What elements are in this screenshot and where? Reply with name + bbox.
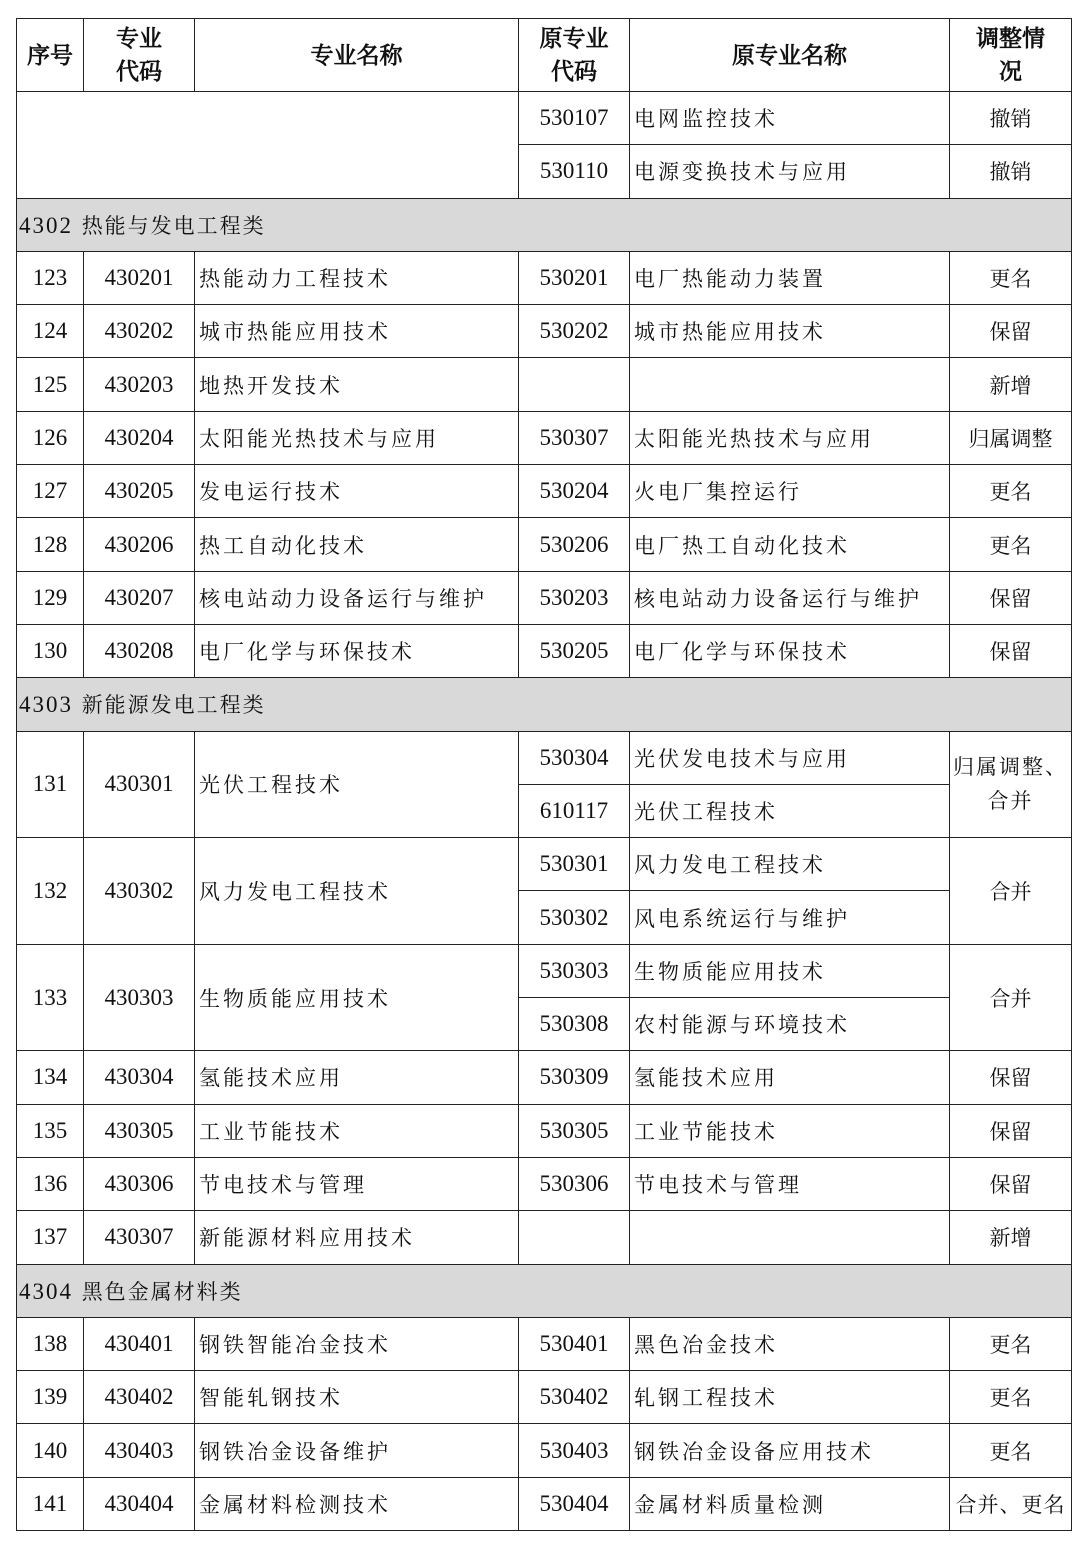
adjust-cell: 更名 <box>950 465 1072 518</box>
adjust-cell: 撤销 <box>950 92 1072 145</box>
orig-code-cell: 610117 <box>519 784 630 837</box>
name-cell: 电厂化学与环保技术 <box>195 624 519 677</box>
table-row <box>17 411 1072 464</box>
category-code: 4303 <box>19 692 73 718</box>
orig-code-cell: 530110 <box>519 145 630 198</box>
table-row <box>17 838 1072 891</box>
name-cell: 热工自动化技术 <box>195 518 519 571</box>
table-row <box>17 571 1072 624</box>
category-code: 4302 <box>19 212 73 238</box>
code-cell: 430304 <box>84 1051 195 1104</box>
orig-name-cell: 氢能技术应用 <box>630 1051 950 1104</box>
name-cell: 钢铁冶金设备维护 <box>195 1424 519 1477</box>
orig-code-cell: 530309 <box>519 1051 630 1104</box>
orig-name-cell <box>630 1211 950 1264</box>
adjust-cell: 归属调整、合并 <box>950 731 1072 838</box>
table-row <box>17 731 1072 784</box>
orig-name-cell: 火电厂集控运行 <box>630 465 950 518</box>
seq-cell: 137 <box>17 1211 84 1264</box>
orig-code-cell: 530107 <box>519 92 630 145</box>
seq-cell: 127 <box>17 465 84 518</box>
orig-name-cell: 金属材料质量检测 <box>630 1477 950 1530</box>
seq-cell: 126 <box>17 411 84 464</box>
code-cell: 430401 <box>84 1317 195 1370</box>
orig-code-cell: 530404 <box>519 1477 630 1530</box>
adjust-cell: 更名 <box>950 1371 1072 1424</box>
adjust-cell: 保留 <box>950 571 1072 624</box>
orig-code-cell: 530206 <box>519 518 630 571</box>
table-row <box>17 518 1072 571</box>
code-cell: 430202 <box>84 305 195 358</box>
adjust-cell: 更名 <box>950 1317 1072 1370</box>
orig-code-cell: 530306 <box>519 1157 630 1210</box>
orig-code-cell <box>519 358 630 411</box>
code-cell: 430301 <box>84 731 195 838</box>
name-cell: 核电站动力设备运行与维护 <box>195 571 519 624</box>
adjust-cell: 新增 <box>950 1211 1072 1264</box>
adjust-cell: 保留 <box>950 1157 1072 1210</box>
table-row <box>17 1051 1072 1104</box>
category-name: 黑色金属材料类 <box>81 1279 243 1304</box>
table-row <box>17 1371 1072 1424</box>
orig-name-cell: 节电技术与管理 <box>630 1157 950 1210</box>
orig-name-cell: 太阳能光热技术与应用 <box>630 411 950 464</box>
orig-code-cell: 530308 <box>519 998 630 1051</box>
adjust-cell: 新增 <box>950 358 1072 411</box>
category-name: 热能与发电工程类 <box>81 213 266 238</box>
adjust-cell: 保留 <box>950 624 1072 677</box>
seq-cell: 124 <box>17 305 84 358</box>
code-cell: 430402 <box>84 1371 195 1424</box>
seq-cell: 138 <box>17 1317 84 1370</box>
code-cell: 430403 <box>84 1424 195 1477</box>
orig-code-cell: 530304 <box>519 731 630 784</box>
orig-code-cell: 530204 <box>519 465 630 518</box>
orig-code-cell: 530203 <box>519 571 630 624</box>
name-cell: 氢能技术应用 <box>195 1051 519 1104</box>
seq-cell: 123 <box>17 251 84 304</box>
name-cell: 节电技术与管理 <box>195 1157 519 1210</box>
orig-code-cell <box>519 1211 630 1264</box>
orig-name-cell <box>630 358 950 411</box>
table-row <box>17 624 1072 677</box>
name-cell: 太阳能光热技术与应用 <box>195 411 519 464</box>
name-cell: 生物质能应用技术 <box>195 944 519 1051</box>
table-row <box>17 1157 1072 1210</box>
category-code: 4304 <box>19 1278 73 1304</box>
seq-cell: 130 <box>17 624 84 677</box>
seq-cell: 132 <box>17 838 84 945</box>
orig-name-cell: 风力发电工程技术 <box>630 838 950 891</box>
header-name: 专业名称 <box>195 19 519 92</box>
adjust-cell: 保留 <box>950 1104 1072 1157</box>
name-cell: 城市热能应用技术 <box>195 305 519 358</box>
name-cell: 风力发电工程技术 <box>195 838 519 945</box>
seq-cell: 129 <box>17 571 84 624</box>
orig-code-cell: 530305 <box>519 1104 630 1157</box>
orig-name-cell: 钢铁冶金设备应用技术 <box>630 1424 950 1477</box>
code-cell: 430307 <box>84 1211 195 1264</box>
seq-cell: 139 <box>17 1371 84 1424</box>
adjust-cell: 更名 <box>950 251 1072 304</box>
seq-cell: 128 <box>17 518 84 571</box>
seq-cell: 134 <box>17 1051 84 1104</box>
name-cell: 光伏工程技术 <box>195 731 519 838</box>
code-cell: 430305 <box>84 1104 195 1157</box>
table-row <box>17 305 1072 358</box>
header-seq: 序号 <box>17 19 84 92</box>
name-cell: 钢铁智能冶金技术 <box>195 1317 519 1370</box>
adjust-cell: 更名 <box>950 518 1072 571</box>
orig-name-cell: 生物质能应用技术 <box>630 944 950 997</box>
seq-cell: 140 <box>17 1424 84 1477</box>
code-cell: 430206 <box>84 518 195 571</box>
table-row <box>17 1211 1072 1264</box>
seq-cell: 131 <box>17 731 84 838</box>
name-cell: 新能源材料应用技术 <box>195 1211 519 1264</box>
orig-name-cell: 电源变换技术与应用 <box>630 145 950 198</box>
code-cell: 430203 <box>84 358 195 411</box>
table-row <box>17 92 1072 145</box>
header-code: 专业代码 <box>84 19 195 92</box>
seq-cell: 133 <box>17 944 84 1051</box>
code-cell: 430306 <box>84 1157 195 1210</box>
orig-code-cell: 530301 <box>519 838 630 891</box>
code-cell: 430207 <box>84 571 195 624</box>
table-row <box>17 1317 1072 1370</box>
code-cell: 430205 <box>84 465 195 518</box>
name-cell: 金属材料检测技术 <box>195 1477 519 1530</box>
orig-name-cell: 工业节能技术 <box>630 1104 950 1157</box>
orig-code-cell: 530302 <box>519 891 630 944</box>
empty-cell <box>17 92 519 199</box>
orig-code-cell: 530402 <box>519 1371 630 1424</box>
table-row <box>17 1424 1072 1477</box>
orig-code-cell: 530201 <box>519 251 630 304</box>
orig-code-cell: 530205 <box>519 624 630 677</box>
category-name: 新能源发电工程类 <box>81 693 266 718</box>
header-orig-code: 原专业代码 <box>519 19 630 92</box>
adjust-cell: 合并 <box>950 944 1072 1051</box>
adjust-cell: 保留 <box>950 305 1072 358</box>
adjust-cell: 更名 <box>950 1424 1072 1477</box>
adjust-cell: 合并 <box>950 838 1072 945</box>
name-cell: 工业节能技术 <box>195 1104 519 1157</box>
orig-name-cell: 电厂热能动力装置 <box>630 251 950 304</box>
orig-name-cell: 光伏发电技术与应用 <box>630 731 950 784</box>
name-cell: 智能轧钢技术 <box>195 1371 519 1424</box>
orig-name-cell: 电网监控技术 <box>630 92 950 145</box>
orig-code-cell: 530307 <box>519 411 630 464</box>
major-adjustment-table <box>16 18 1072 1531</box>
orig-code-cell: 530303 <box>519 944 630 997</box>
orig-name-cell: 黑色冶金技术 <box>630 1317 950 1370</box>
code-cell: 430201 <box>84 251 195 304</box>
code-cell: 430204 <box>84 411 195 464</box>
orig-name-cell: 轧钢工程技术 <box>630 1371 950 1424</box>
orig-name-cell: 电厂化学与环保技术 <box>630 624 950 677</box>
header-row <box>17 19 1072 92</box>
header-adjust: 调整情况 <box>950 19 1072 92</box>
adjust-cell: 归属调整 <box>950 411 1072 464</box>
orig-code-cell: 530401 <box>519 1317 630 1370</box>
table-row <box>17 465 1072 518</box>
seq-cell: 135 <box>17 1104 84 1157</box>
code-cell: 430404 <box>84 1477 195 1530</box>
header-orig-name: 原专业名称 <box>630 19 950 92</box>
orig-code-cell: 530202 <box>519 305 630 358</box>
orig-name-cell: 风电系统运行与维护 <box>630 891 950 944</box>
table-row <box>17 358 1072 411</box>
seq-cell: 141 <box>17 1477 84 1530</box>
orig-name-cell: 城市热能应用技术 <box>630 305 950 358</box>
code-cell: 430303 <box>84 944 195 1051</box>
table-row <box>17 251 1072 304</box>
code-cell: 430208 <box>84 624 195 677</box>
adjust-cell: 保留 <box>950 1051 1072 1104</box>
orig-code-cell: 530403 <box>519 1424 630 1477</box>
category-row <box>17 198 1072 251</box>
category-row <box>17 1264 1072 1317</box>
table-row <box>17 1477 1072 1530</box>
table-row <box>17 944 1072 997</box>
category-row <box>17 678 1072 731</box>
adjust-cell: 撤销 <box>950 145 1072 198</box>
name-cell: 地热开发技术 <box>195 358 519 411</box>
seq-cell: 136 <box>17 1157 84 1210</box>
name-cell: 热能动力工程技术 <box>195 251 519 304</box>
orig-name-cell: 电厂热工自动化技术 <box>630 518 950 571</box>
code-cell: 430302 <box>84 838 195 945</box>
seq-cell: 125 <box>17 358 84 411</box>
adjust-cell: 合并、更名 <box>950 1477 1072 1530</box>
orig-name-cell: 光伏工程技术 <box>630 784 950 837</box>
orig-name-cell: 农村能源与环境技术 <box>630 998 950 1051</box>
orig-name-cell: 核电站动力设备运行与维护 <box>630 571 950 624</box>
table-row <box>17 1104 1072 1157</box>
name-cell: 发电运行技术 <box>195 465 519 518</box>
